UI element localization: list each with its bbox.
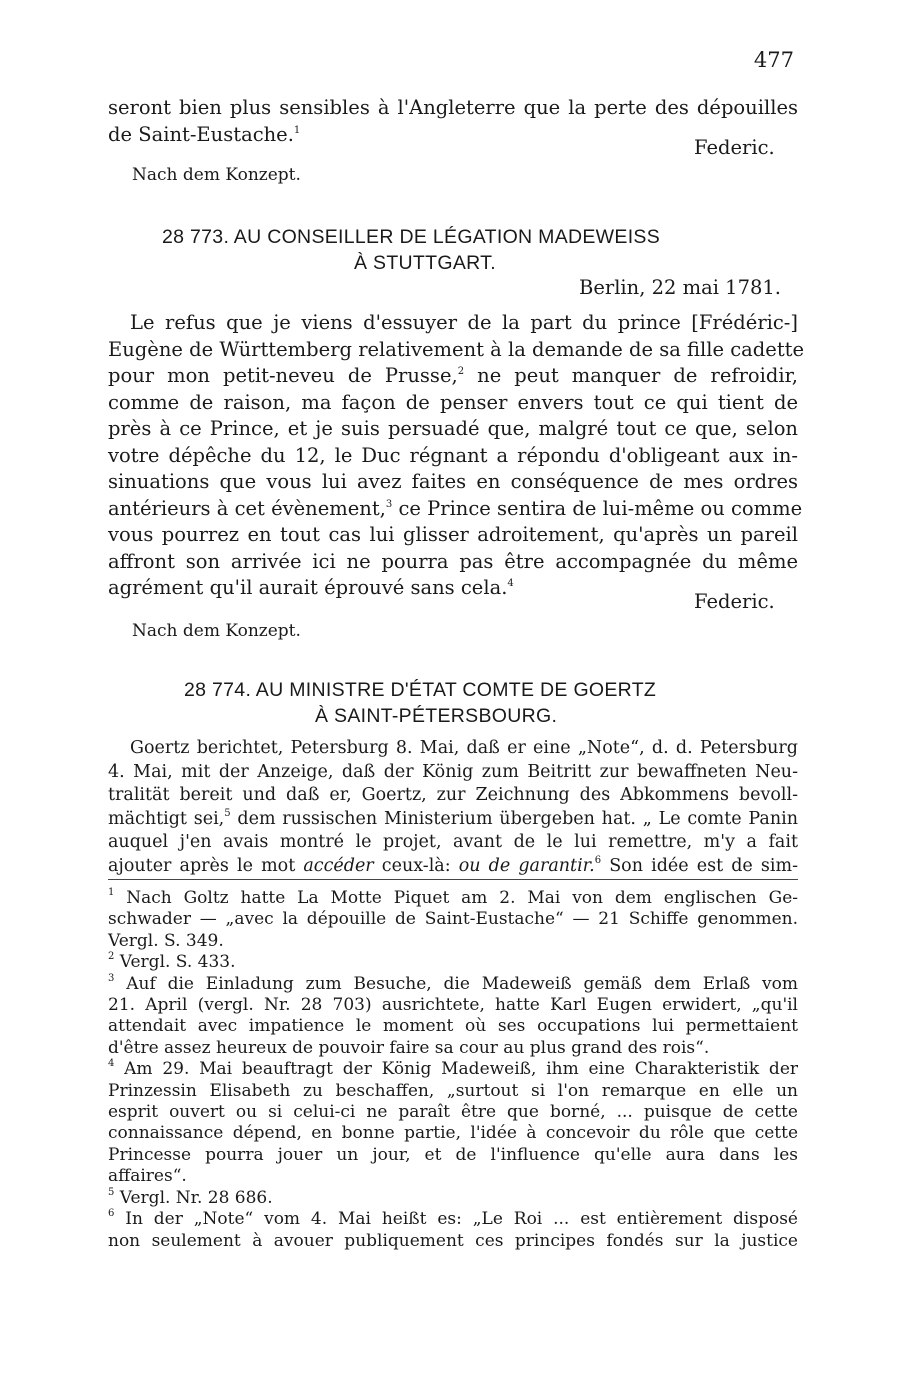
letter-heading-place: À STUTTGART. bbox=[354, 252, 496, 274]
letter-heading-place: À SAINT-PÉTERSBOURG. bbox=[315, 705, 558, 727]
text-line: non seulement à avouer publiquement ces principes fondés sur la justice bbox=[108, 1230, 798, 1251]
text-line: d'être assez heureux de pouvoir faire sa cour au plus grand des rois“. bbox=[108, 1037, 710, 1058]
footnote-divider bbox=[108, 879, 798, 880]
source-note: Nach dem Konzept. bbox=[132, 621, 301, 641]
text-line: vous pourrez en tout cas lui glisser adroitement, qu'après un pareil bbox=[108, 523, 798, 546]
text-line: 21. April (vergl. Nr. 28 703) ausrichtete, hatte Karl Eugen erwidert, „qu'il bbox=[108, 995, 798, 1016]
text-line: affaires“. bbox=[108, 1166, 187, 1187]
text-line: esprit ouvert ou si celui-ci ne paraît être que borné, ... puisque de cette bbox=[108, 1102, 798, 1123]
footnote-ref: 5 bbox=[224, 807, 231, 819]
text-line: Princesse pourra jouer un jour, et de l'influence qu'elle aura dans les bbox=[108, 1144, 798, 1165]
text-line: agrément qu'il aurait éprouvé sans cela.$^4$ bbox=[108, 576, 514, 599]
source-note: Nach dem Konzept. bbox=[132, 165, 301, 185]
dateline: Berlin, 22 mai 1781. bbox=[579, 276, 782, 299]
text-line: auquel j'en avais montré le projet, avant de le lui remettre, m'y a fait bbox=[108, 832, 798, 852]
text-line: antérieurs à cet évènement,$^3$ ce Prince sentira de lui-même ou comme bbox=[108, 496, 803, 520]
text-line: sinuations que vous lui avez faites en conséquence de mes ordres bbox=[108, 470, 798, 493]
text-line: mächtigt sei,$^5$ dem russischen Ministerium übergeben hat. „ Le comte Panin bbox=[108, 807, 798, 829]
footnote-5: $^5$ Vergl. Nr. 28 686. bbox=[108, 1186, 273, 1208]
text-line: seront bien plus sensibles à l'Angleterre que la perte des dépouilles bbox=[108, 96, 798, 119]
footnotes bbox=[108, 888, 798, 1252]
text-line: schwader — „avec la dépouille de Saint-Eustache“ — 21 Schiffe genommen. bbox=[108, 909, 798, 930]
footnote-4: $^4$ Am 29. Mai beauftragt der König Madeweiß, ihm eine Charakteristik der bbox=[108, 1058, 799, 1080]
text-line: comme de raison, ma façon de penser envers tout ce qui tient de bbox=[108, 390, 798, 414]
text-line: connaissance dépend, en bonne partie, l'idée à concevoir du rôle que cette bbox=[108, 1123, 798, 1144]
text-line: tralität bereit und daß er, Goertz, zur Zeichnung des Abkommens bevoll- bbox=[108, 785, 798, 805]
footnote-3: $^3$ Auf die Einladung zum Besuche, die Madeweiß gemäß dem Erlaß vom bbox=[108, 972, 798, 994]
letter-heading: 28 773. AU CONSEILLER DE LÉGATION MADEWEISS bbox=[162, 226, 661, 248]
signature: Federic. bbox=[694, 136, 775, 159]
summary-paragraph bbox=[108, 737, 798, 878]
footnote-ref: 6 bbox=[594, 854, 602, 866]
text-line: Goertz berichtet, Petersburg 8. Mai, daß er eine „Note“, d. d. Petersburg bbox=[130, 738, 798, 758]
footnote-ref: 1 bbox=[293, 124, 301, 136]
footnote-2: $^2$ Vergl. S. 433. bbox=[108, 951, 236, 973]
footnote-ref: 4 bbox=[507, 578, 514, 589]
text-line: votre dépêche du 12, le Duc régnant a répondu d'obligeant aux in- bbox=[108, 443, 798, 467]
text-line: Le refus que je viens d'essuyer de la part du prince [Frédéric-] bbox=[130, 311, 798, 334]
footnote-ref: 3 bbox=[385, 498, 393, 510]
letter-heading: 28 774. AU MINISTRE D'ÉTAT COMTE DE GOERTZ bbox=[184, 679, 657, 701]
footnote-1: $^1$ Nach Goltz hatte La Motte Piquet am 2. Mai von dem englischen Ge- bbox=[108, 887, 798, 908]
letter-body bbox=[108, 310, 805, 602]
text-line: Eugène de Württemberg relativement à la demande de sa fille cadette bbox=[108, 337, 805, 361]
text-line: ajouter après le mot accéder ceux-là: ou de garantir.$^6$ Son idée est de sim- bbox=[108, 854, 798, 876]
text-line: Prinzessin Elisabeth zu beschaffen, „surtout si l'on remarque en elle un bbox=[108, 1080, 798, 1101]
text-line: pour mon petit-neveu de Prusse,$^2$ ne peut manquer de refroidir, bbox=[108, 364, 798, 387]
text-line: de Saint-Eustache.$^1$ bbox=[108, 122, 301, 146]
footnote-ref: 2 bbox=[457, 366, 465, 377]
text-line: Vergl. S. 349. bbox=[108, 930, 224, 951]
signature: Federic. bbox=[694, 590, 775, 613]
text-line: près à ce Prince, et je suis persuadé que, malgré tout ce que, selon bbox=[108, 417, 798, 440]
footnote-6: $^6$ In der „Note“ vom 4. Mai heißt es: „Le Roi ... est entièrement disposé bbox=[108, 1208, 798, 1230]
text-line: 4. Mai, mit der Anzeige, daß der König zum Beitritt zur bewaffneten Neu- bbox=[108, 761, 798, 782]
page-number: 477 bbox=[753, 48, 794, 72]
text-line: attendait avec impatience le moment où ses occupations lui permettaient bbox=[108, 1016, 798, 1037]
text-line: affront son arrivée ici ne pourra pas être accompagnée du même bbox=[108, 549, 798, 573]
